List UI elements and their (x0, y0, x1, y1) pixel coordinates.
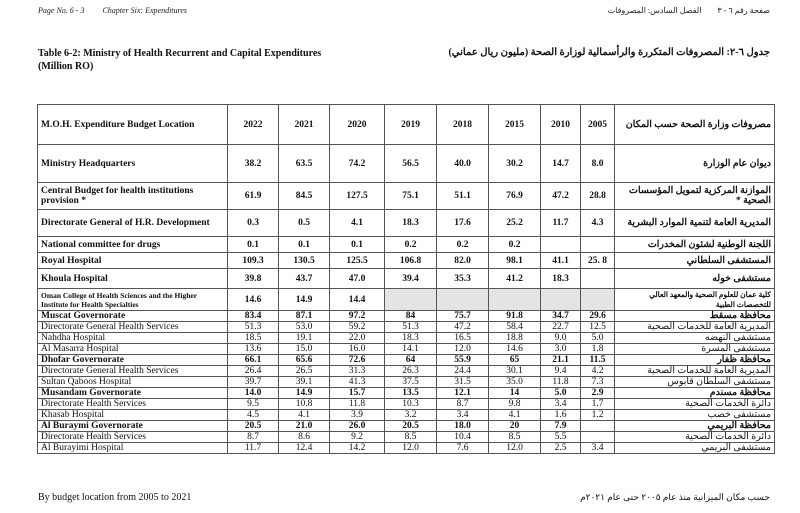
value-cell: 74.2 (330, 145, 385, 183)
value-cell: 15.0 (279, 344, 330, 355)
value-cell: 127.5 (330, 183, 385, 210)
value-cell: 8.7 (228, 432, 279, 443)
row-label-en: Directorate General of H.R. Development (38, 210, 228, 237)
value-cell: 84 (385, 311, 437, 322)
value-cell: 39.1 (279, 377, 330, 388)
page-number: Page No. 6 - 3 (38, 6, 85, 15)
value-cell: 18.3 (385, 333, 437, 344)
value-cell: 7.9 (541, 421, 581, 432)
row-label-en: Ministry Headquarters (38, 145, 228, 183)
table-header-row (38, 105, 775, 145)
row-label-en: National committee for drugs (38, 237, 228, 253)
table-row (38, 410, 775, 421)
row-label-ar: محافظة مسقط (615, 311, 775, 322)
value-cell: 0.3 (228, 210, 279, 237)
table-row (38, 443, 775, 454)
value-cell: 18.3 (541, 269, 581, 289)
value-cell: 47.2 (541, 183, 581, 210)
row-label-en: Khasab Hospital (38, 410, 228, 421)
value-cell: 51.1 (437, 183, 489, 210)
table-row (38, 210, 775, 237)
value-cell: 76.9 (489, 183, 541, 210)
row-label-ar: مستشفى خوله (615, 269, 775, 289)
value-cell: 40.0 (437, 145, 489, 183)
value-cell: 30.2 (489, 145, 541, 183)
value-cell: 51.3 (228, 322, 279, 333)
value-cell: 2.9 (581, 388, 615, 399)
row-label-ar: مستشفى السلطان قابوس (615, 377, 775, 388)
value-cell: 14.9 (279, 289, 330, 311)
row-label-en: Musandam Governorate (38, 388, 228, 399)
value-cell: 26.3 (385, 366, 437, 377)
value-cell: 72.6 (330, 355, 385, 366)
row-label-en: Central Budget for health institutions provision * (38, 183, 228, 210)
value-cell: 65.6 (279, 355, 330, 366)
value-cell: 16.0 (330, 344, 385, 355)
value-cell: 14.9 (279, 388, 330, 399)
row-label-ar: ديوان عام الوزارة (615, 145, 775, 183)
row-label-ar: المديرية العامة للخدمات الصحية (615, 322, 775, 333)
value-cell: 5.0 (581, 333, 615, 344)
value-cell: 20.5 (385, 421, 437, 432)
page-header-right (594, 6, 770, 15)
value-cell (437, 289, 489, 311)
value-cell: 106.8 (385, 253, 437, 269)
row-label-ar: اللجنة الوطنية لشئون المخدرات (615, 237, 775, 253)
table-row (38, 377, 775, 388)
year-header: 2020 (330, 105, 385, 145)
table-row (38, 322, 775, 333)
table-body (38, 105, 775, 454)
value-cell: 8.5 (489, 432, 541, 443)
value-cell: 12.0 (385, 443, 437, 454)
row-label-en: Dhofar Governorate (38, 355, 228, 366)
value-cell: 11.8 (330, 399, 385, 410)
row-label-ar: محافظة ظفار (615, 355, 775, 366)
value-cell: 4.3 (581, 210, 615, 237)
row-label-en: Muscat Governorate (38, 311, 228, 322)
value-cell: 11.7 (541, 210, 581, 237)
value-cell: 0.1 (228, 237, 279, 253)
value-cell: 1.8 (581, 344, 615, 355)
row-label-en: Oman College of Health Sciences and the Higher Institute for Health Specialties (38, 289, 228, 311)
value-cell: 11.5 (581, 355, 615, 366)
value-cell: 8.7 (437, 399, 489, 410)
value-cell: 21.1 (541, 355, 581, 366)
value-cell: 41.3 (330, 377, 385, 388)
value-cell: 97.2 (330, 311, 385, 322)
value-cell: 11.8 (541, 377, 581, 388)
row-label-en: Al Burayimi Hospital (38, 443, 228, 454)
value-cell: 28.8 (581, 183, 615, 210)
value-cell: 3.9 (330, 410, 385, 421)
table-title-en: Table 6-2: Ministry of Health Recurrent and Capital Expenditures (Million RO) (38, 48, 322, 72)
value-cell: 1.7 (581, 399, 615, 410)
value-cell: 4.1 (489, 410, 541, 421)
value-cell: 41.2 (489, 269, 541, 289)
value-cell: 91.8 (489, 311, 541, 322)
row-label-ar: المديرية العامة للخدمات الصحية (615, 366, 775, 377)
value-cell: 14.7 (541, 145, 581, 183)
table-row (38, 145, 775, 183)
value-cell: 43.7 (279, 269, 330, 289)
value-cell: 31.3 (330, 366, 385, 377)
year-header: 2022 (228, 105, 279, 145)
value-cell: 26.5 (279, 366, 330, 377)
value-cell: 22.7 (541, 322, 581, 333)
value-cell: 12.5 (581, 322, 615, 333)
row-label-ar: المستشفى السلطاني (615, 253, 775, 269)
value-cell: 18.8 (489, 333, 541, 344)
value-cell: 4.1 (330, 210, 385, 237)
row-label-ar: مستشفى المسرة (615, 344, 775, 355)
row-label-ar: المديرية العامة لتنمية الموارد البشرية (615, 210, 775, 237)
value-cell: 14.2 (330, 443, 385, 454)
value-cell: 14 (489, 388, 541, 399)
value-cell: 13.5 (385, 388, 437, 399)
value-cell: 3.4 (581, 443, 615, 454)
value-cell: 9.8 (489, 399, 541, 410)
value-cell: 19.1 (279, 333, 330, 344)
value-cell: 7.3 (581, 377, 615, 388)
row-label-en: Directorate General Health Services (38, 366, 228, 377)
value-cell: 39.7 (228, 377, 279, 388)
value-cell: 41.1 (541, 253, 581, 269)
value-cell: 16.5 (437, 333, 489, 344)
value-cell: 9.2 (330, 432, 385, 443)
value-cell: 14.6 (489, 344, 541, 355)
row-label-en: Directorate Health Services (38, 432, 228, 443)
header-location-ar: مصروفات وزارة الصحة حسب المكان (615, 105, 775, 145)
table-row (38, 253, 775, 269)
value-cell: 13.6 (228, 344, 279, 355)
row-label-ar: الموازنة المركزية لتمويل المؤسسات الصحية * (615, 183, 775, 210)
table-row (38, 388, 775, 399)
value-cell (489, 289, 541, 311)
table-row (38, 183, 775, 210)
value-cell: 87.1 (279, 311, 330, 322)
value-cell: 1.6 (541, 410, 581, 421)
value-cell: 5.0 (541, 388, 581, 399)
value-cell: 20 (489, 421, 541, 432)
row-label-en: Khoula Hospital (38, 269, 228, 289)
value-cell: 109.3 (228, 253, 279, 269)
value-cell: 8.6 (279, 432, 330, 443)
page-header-left (38, 6, 203, 15)
row-label-ar: مستشفى خصب (615, 410, 775, 421)
row-label-en: Al Buraymi Governorate (38, 421, 228, 432)
value-cell: 3.2 (385, 410, 437, 421)
value-cell: 14.6 (228, 289, 279, 311)
value-cell: 12.0 (489, 443, 541, 454)
table-row (38, 344, 775, 355)
value-cell: 4.1 (279, 410, 330, 421)
year-header: 2010 (541, 105, 581, 145)
value-cell: 75.7 (437, 311, 489, 322)
value-cell: 0.1 (279, 237, 330, 253)
year-header: 2019 (385, 105, 437, 145)
value-cell: 10.8 (279, 399, 330, 410)
value-cell: 25. 8 (581, 253, 615, 269)
value-cell (581, 289, 615, 311)
year-header: 2018 (437, 105, 489, 145)
value-cell: 1.2 (581, 410, 615, 421)
table-title-ar: جدول ٦-٢: المصروفات المتكررة والرأسمالية لوزارة الصحة (مليون ريال عماني) (448, 47, 770, 58)
value-cell: 125.5 (330, 253, 385, 269)
row-label-en: Royal Hospital (38, 253, 228, 269)
value-cell: 39.8 (228, 269, 279, 289)
value-cell: 82.0 (437, 253, 489, 269)
value-cell: 10.4 (437, 432, 489, 443)
value-cell (581, 269, 615, 289)
value-cell: 12.1 (437, 388, 489, 399)
table-row (38, 421, 775, 432)
value-cell: 98.1 (489, 253, 541, 269)
row-label-ar: دائرة الخدمات الصحية (615, 432, 775, 443)
value-cell (385, 289, 437, 311)
year-header: 2005 (581, 105, 615, 145)
value-cell: 0.2 (385, 237, 437, 253)
value-cell: 55.9 (437, 355, 489, 366)
value-cell: 35.0 (489, 377, 541, 388)
row-label-ar: مستشفى البريمي (615, 443, 775, 454)
value-cell: 58.4 (489, 322, 541, 333)
value-cell: 21.0 (279, 421, 330, 432)
value-cell: 7.6 (437, 443, 489, 454)
value-cell: 84.5 (279, 183, 330, 210)
value-cell: 0.5 (279, 210, 330, 237)
page-number-ar: صفحة رقم ٦ - ٣ (717, 6, 770, 15)
value-cell: 14.4 (330, 289, 385, 311)
value-cell (581, 432, 615, 443)
table-row (38, 355, 775, 366)
value-cell: 59.2 (330, 322, 385, 333)
value-cell: 2.5 (541, 443, 581, 454)
row-label-ar: مستشفى النهضه (615, 333, 775, 344)
value-cell: 9.4 (541, 366, 581, 377)
value-cell: 47.0 (330, 269, 385, 289)
value-cell: 66.1 (228, 355, 279, 366)
value-cell: 17.6 (437, 210, 489, 237)
value-cell: 47.2 (437, 322, 489, 333)
row-label-ar: محافظة مسندم (615, 388, 775, 399)
value-cell: 61.9 (228, 183, 279, 210)
footer-note-ar: حسب مكان الميزانية منذ عام ٢٠٠٥ حتى عام ٢٠٢١م (580, 492, 770, 502)
value-cell: 56.5 (385, 145, 437, 183)
row-label-ar: دائرة الخدمات الصحية (615, 399, 775, 410)
table-row (38, 432, 775, 443)
value-cell: 0.2 (489, 237, 541, 253)
value-cell: 26.0 (330, 421, 385, 432)
value-cell: 75.1 (385, 183, 437, 210)
value-cell: 15.7 (330, 388, 385, 399)
value-cell: 51.3 (385, 322, 437, 333)
value-cell: 39.4 (385, 269, 437, 289)
row-label-ar: كلية عمان للعلوم الصحية والمعهد العالي للتخصصات الطبية (615, 289, 775, 311)
value-cell (581, 237, 615, 253)
footer-note-en: By budget location from 2005 to 2021 (38, 492, 192, 503)
value-cell: 20.5 (228, 421, 279, 432)
value-cell: 22.0 (330, 333, 385, 344)
value-cell: 12.4 (279, 443, 330, 454)
value-cell: 29.6 (581, 311, 615, 322)
value-cell: 4.2 (581, 366, 615, 377)
value-cell: 0.2 (437, 237, 489, 253)
value-cell: 3.4 (541, 399, 581, 410)
value-cell: 18.3 (385, 210, 437, 237)
value-cell (541, 289, 581, 311)
value-cell: 83.4 (228, 311, 279, 322)
table-row (38, 289, 775, 311)
value-cell: 4.5 (228, 410, 279, 421)
value-cell: 64 (385, 355, 437, 366)
value-cell: 38.2 (228, 145, 279, 183)
value-cell: 11.7 (228, 443, 279, 454)
value-cell: 14.1 (385, 344, 437, 355)
value-cell: 9.0 (541, 333, 581, 344)
value-cell: 26.4 (228, 366, 279, 377)
table-row (38, 269, 775, 289)
value-cell: 24.4 (437, 366, 489, 377)
chapter-title-ar: الفصل السادس: المصروفات (607, 6, 702, 15)
header-location-en: M.O.H. Expenditure Budget Location (38, 105, 228, 145)
chapter-title: Chapter Six: Expenditures (102, 6, 188, 15)
row-label-en: Directorate General Health Services (38, 322, 228, 333)
table-row (38, 366, 775, 377)
value-cell: 3.0 (541, 344, 581, 355)
value-cell (541, 237, 581, 253)
row-label-en: Sultan Qaboos Hospital (38, 377, 228, 388)
value-cell: 30.1 (489, 366, 541, 377)
value-cell: 130.5 (279, 253, 330, 269)
value-cell: 18.0 (437, 421, 489, 432)
row-label-en: Al Masarra Hospital (38, 344, 228, 355)
value-cell: 37.5 (385, 377, 437, 388)
value-cell: 18.5 (228, 333, 279, 344)
value-cell: 31.5 (437, 377, 489, 388)
value-cell: 3.4 (437, 410, 489, 421)
row-label-ar: محافظة البريمي (615, 421, 775, 432)
expenditure-table (37, 104, 775, 454)
row-label-en: Nahdha Hospital (38, 333, 228, 344)
value-cell: 8.0 (581, 145, 615, 183)
value-cell: 12.0 (437, 344, 489, 355)
value-cell (581, 421, 615, 432)
year-header: 2021 (279, 105, 330, 145)
table-row (38, 237, 775, 253)
value-cell: 0.1 (330, 237, 385, 253)
value-cell: 65 (489, 355, 541, 366)
value-cell: 35.3 (437, 269, 489, 289)
value-cell: 10.3 (385, 399, 437, 410)
value-cell: 63.5 (279, 145, 330, 183)
table-row (38, 333, 775, 344)
row-label-en: Directorate Health Services (38, 399, 228, 410)
value-cell: 5.5 (541, 432, 581, 443)
value-cell: 25.2 (489, 210, 541, 237)
table-row (38, 399, 775, 410)
year-header: 2015 (489, 105, 541, 145)
table-row (38, 311, 775, 322)
value-cell: 14.0 (228, 388, 279, 399)
value-cell: 8.5 (385, 432, 437, 443)
value-cell: 9.5 (228, 399, 279, 410)
value-cell: 53.0 (279, 322, 330, 333)
value-cell: 34.7 (541, 311, 581, 322)
